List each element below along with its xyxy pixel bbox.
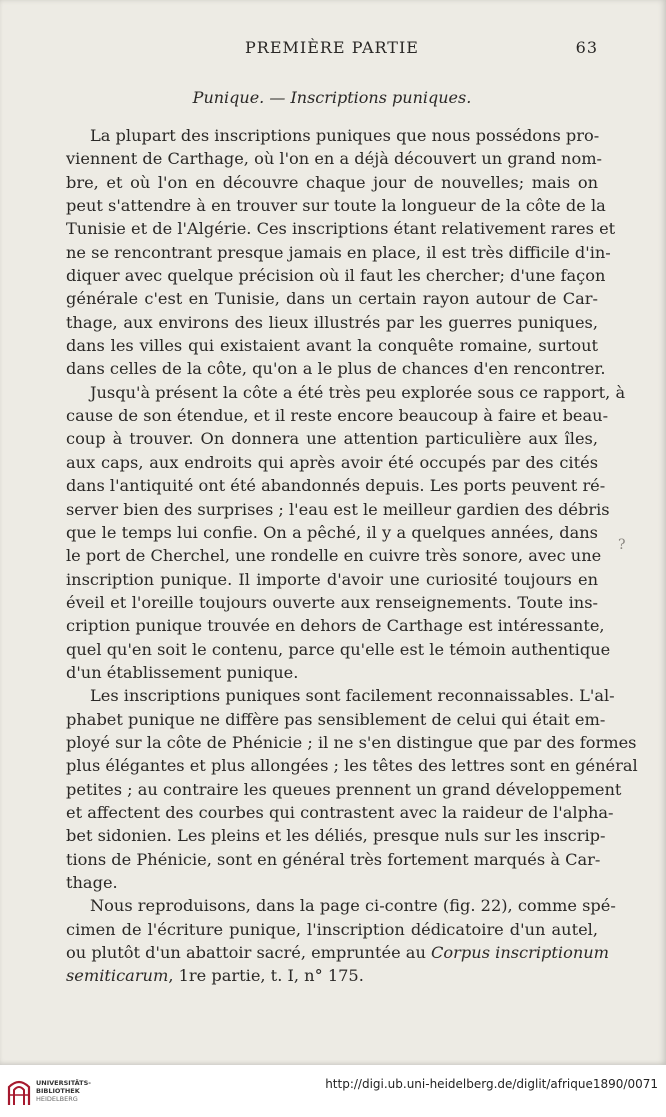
text-line: cimen de l'écriture punique, l'inscription dédicatoire d'un autel, — [66, 919, 598, 939]
library-logo-text — [36, 1079, 91, 1103]
text-line: plus élégantes et plus allongées ; les têtes des lettres sont en général — [66, 756, 638, 776]
text-line: d'un établissement punique. — [66, 662, 299, 682]
section-heading: Punique. — Inscriptions puniques. — [192, 88, 472, 107]
text-line: Les inscriptions puniques sont facilement reconnaissables. L'al- — [90, 686, 615, 706]
text-line: La plupart des inscriptions puniques que nous possédons pro- — [90, 126, 600, 145]
text-line: tions de Phénicie, sont en général très fortement marqués à Car- — [66, 849, 601, 869]
text-line: cription punique trouvée en dehors de Carthage est intéressante, — [66, 616, 605, 636]
text-line: dans l'antiquité ont été abandonnés depuis. Les ports peuvent ré- — [66, 476, 606, 496]
text-line: ou plutôt d'un abattoir sacré, empruntée au Corpus inscriptionum — [66, 943, 610, 963]
text-line: aux caps, aux endroits qui après avoir été occupés par des cités — [66, 452, 598, 472]
text-line: bet sidonien. Les pleins et les déliés, presque nuls sur les inscrip- — [66, 826, 606, 846]
text-line: Nous reproduisons, dans la page ci-contre (fig. 22), comme spé- — [90, 896, 616, 916]
text-line: cause de son étendue, et il reste encore beaucoup à faire et beau- — [66, 406, 609, 426]
text-line: diquer avec quelque précision où il faut les chercher; d'une façon — [66, 266, 606, 286]
body-text — [66, 124, 638, 988]
text-line: Tunisie et de l'Algérie. Ces inscriptions étant relativement rares et — [66, 219, 616, 239]
text-line: viennent de Carthage, où l'on en a déjà découvert un grand nom- — [66, 149, 603, 169]
university-library-logo-icon — [6, 1075, 32, 1107]
text-line: thage. — [66, 873, 118, 892]
running-head — [66, 38, 598, 60]
text-line: inscription punique. Il importe d'avoir une curiosité toujours en — [66, 569, 598, 589]
text-line: bre, et où l'on en découvre chaque jour de nouvelles; mais on — [66, 172, 598, 192]
logo-line: HEIDELBERG — [36, 1095, 78, 1103]
text-line: thage, aux environs des lieux illustrés par les guerres puniques, — [66, 312, 598, 332]
running-title: PREMIÈRE PARTIE — [245, 38, 419, 57]
text-line: ne se rencontrant presque jamais en place, il est très difficile d'in- — [66, 242, 611, 262]
text-line: server bien des surprises ; l'eau est le meilleur gardien des débris — [66, 499, 610, 519]
text-line: semiticarum, 1re partie, t. I, n° 175. — [66, 966, 364, 986]
text-line: ployé sur la côte de Phénicie ; il ne s'en distingue que par des formes — [66, 732, 637, 752]
text-line: petites ; au contraire les queues prennent un grand développement — [66, 779, 622, 799]
page-number: 63 — [575, 38, 598, 57]
text-line: que le temps lui confie. On a pêché, il y a quelques années, dans — [66, 522, 598, 542]
text-line: le port de Cherchel, une rondelle en cuivre très sonore, avec une — [66, 546, 602, 566]
text-line: phabet punique ne diffère pas sensiblement de celui qui était em- — [66, 709, 606, 729]
margin-note: ? — [618, 537, 626, 553]
source-url-link[interactable]: http://digi.ub.uni-heidelberg.de/diglit/afrique1890/0071 — [325, 1077, 658, 1091]
text-line: coup à trouver. On donnera une attention particulière aux îles, — [66, 429, 598, 449]
text-line: générale c'est en Tunisie, dans un certain rayon autour de Car- — [66, 289, 598, 309]
text-line: éveil et l'oreille toujours ouverte aux renseignements. Toute ins- — [66, 592, 598, 612]
logo-line: UNIVERSITÄTS- — [36, 1079, 91, 1087]
logo-line: BIBLIOTHEK — [36, 1087, 80, 1095]
text-line: Jusqu'à présent la côte a été très peu explorée sous ce rapport, à — [90, 382, 626, 402]
viewer-footer — [0, 1065, 666, 1117]
text-line: et affectent des courbes qui contrastent avec la raideur de l'alpha- — [66, 802, 614, 822]
text-line: dans les villes qui existaient avant la conquête romaine, surtout — [66, 336, 598, 356]
text-line: dans celles de la côte, qu'on a le plus de chances d'en rencontrer. — [66, 359, 606, 379]
text-line: quel qu'en soit le contenu, parce qu'elle est le témoin authentique — [66, 639, 611, 659]
text-line: peut s'attendre à en trouver sur toute la longueur de la côte de la — [66, 196, 606, 216]
